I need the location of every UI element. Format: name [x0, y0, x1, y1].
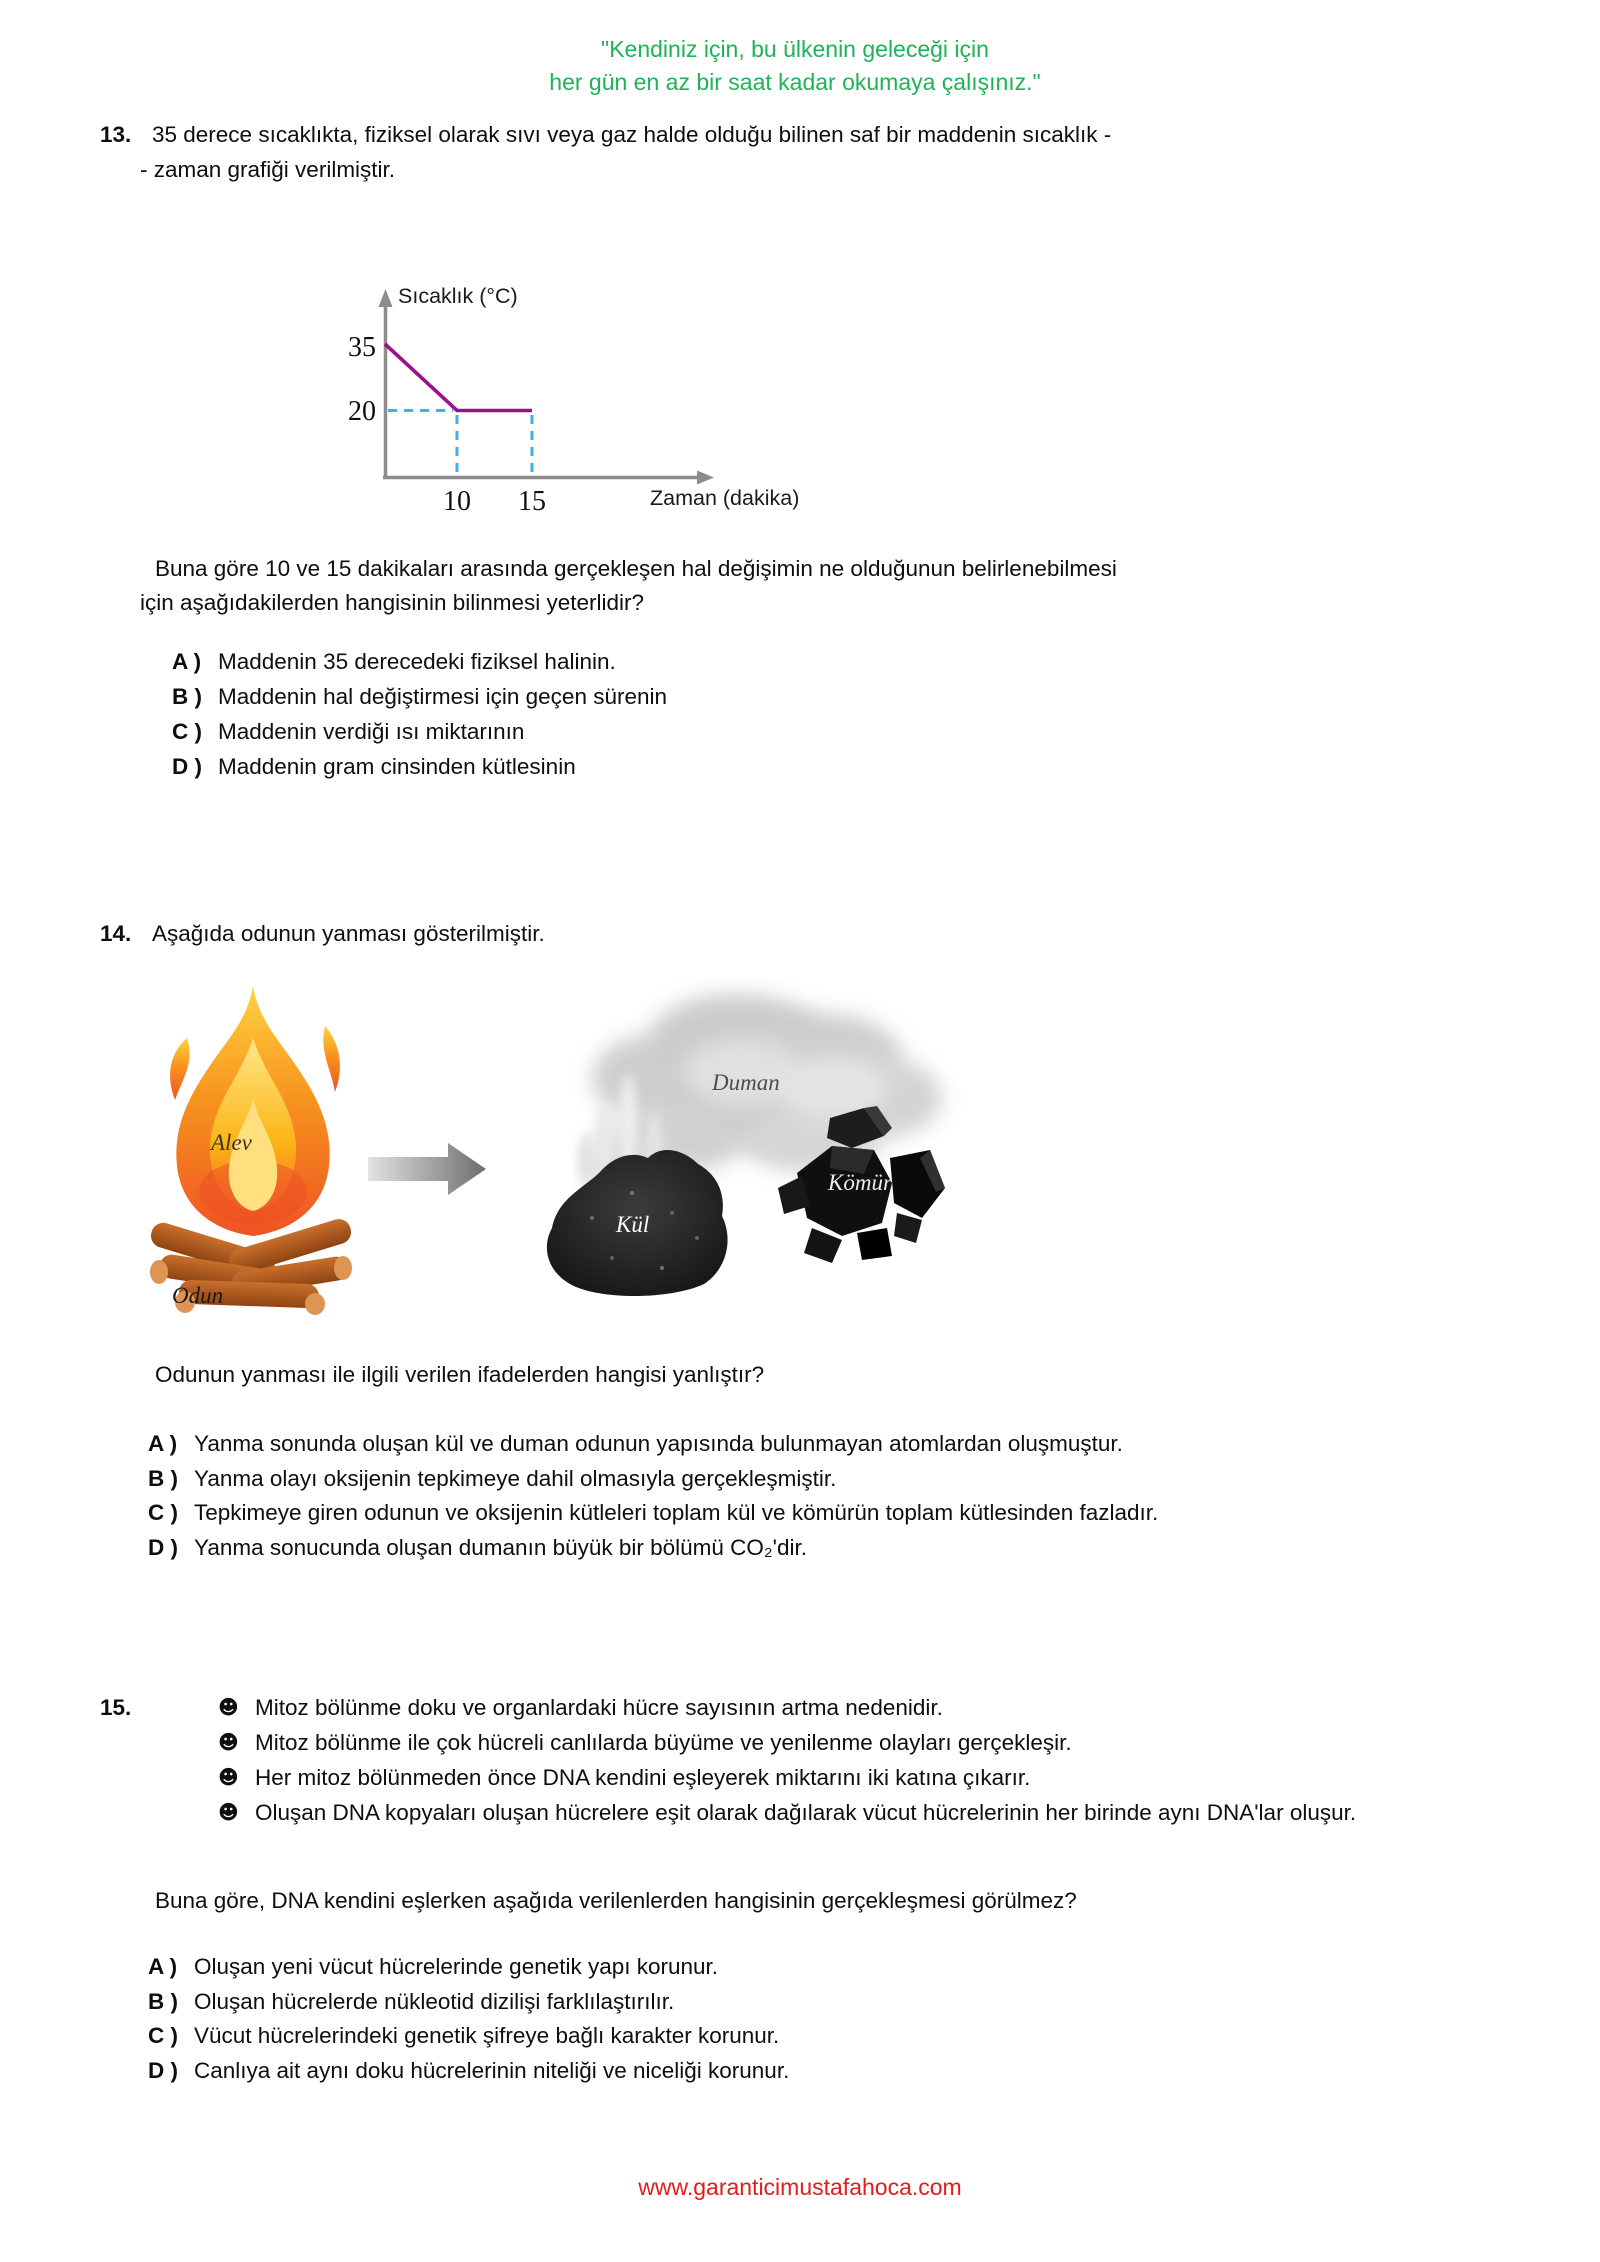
option-text: Yanma sonunda oluşan kül ve duman odunun yapısında bulunmayan atomlardan oluşmuştur.: [194, 1431, 1123, 1456]
option-text: Maddenin hal değiştirmesi için geçen sürenin: [218, 684, 668, 709]
q15-options: [148, 1954, 789, 2093]
option-text: Oluşan yeni vücut hücrelerinde genetik yapı korunur.: [194, 1954, 719, 1979]
option-letter: D ): [148, 2058, 178, 2084]
bullet-text: Her mitoz bölünmeden önce DNA kendini eşleyerek miktarını iki katına çıkarır.: [255, 1765, 1031, 1790]
q14-stem: Aşağıda odunun yanması gösterilmiştir.: [152, 921, 545, 946]
option-letter: A ): [148, 1431, 178, 1456]
transformation-arrow-icon: [368, 1140, 488, 1198]
footer-url: www.garanticimustafahoca.com: [638, 2174, 962, 2200]
bullet-text: Mitoz bölünme ile çok hücreli canlılarda büyüme ve yenilenme olayları gerçekleşir.: [255, 1730, 1072, 1755]
option-letter: B ): [148, 1465, 178, 1491]
option-text: Maddenin verdiği ısı miktarının: [218, 719, 525, 744]
x-axis-label: Zaman (dakika): [650, 486, 800, 510]
q15-option-a: [148, 1954, 789, 1989]
option-letter: C ): [172, 719, 202, 744]
y-axis-arrow-icon: [379, 289, 393, 307]
option-text: Maddenin gram cinsinden kütlesinin: [218, 754, 576, 779]
q15-bullet-3: [218, 1760, 1356, 1795]
q13-option-d: [172, 754, 667, 789]
q13-number: 13.: [100, 122, 132, 147]
option-letter: D ): [172, 754, 202, 779]
option-letter: C ): [148, 1500, 178, 1526]
option-text: Oluşan hücrelerde nükleotid dizilişi farklılaştırılır.: [194, 1988, 675, 2014]
header-quote-line1: "Kendiniz için, bu ülkenin geleceği için: [601, 36, 989, 62]
smiley-bullet-icon: ☻: [218, 1730, 239, 1754]
coal-label: Kömür: [828, 1170, 892, 1195]
option-letter: B ): [148, 1988, 178, 2014]
option-text: Canlıya ait aynı doku hücrelerinin niteliği ve niceliği korunur.: [194, 2058, 790, 2084]
q15-bullets: [218, 1690, 1356, 1830]
q15-bullet-2: [218, 1725, 1356, 1760]
campfire-illustration: [143, 980, 363, 1315]
option-letter: A ): [148, 1954, 178, 1979]
flame-label: Alev: [211, 1130, 252, 1155]
x-tick-10: 10: [443, 486, 471, 517]
q13-option-c: [172, 719, 667, 754]
q15-bullet-1: [218, 1690, 1356, 1725]
q15-number: 15.: [100, 1695, 132, 1720]
q15-bullet-4: [218, 1795, 1356, 1830]
option-text: Vücut hücrelerindeki genetik şifreye bağlı karakter korunur.: [194, 2023, 780, 2049]
q13-question-line2: için aşağıdakilerden hangisinin bilinmesi yeterlidir?: [140, 590, 645, 615]
x-axis-arrow-icon: [697, 471, 714, 485]
q14-option-d: [148, 1535, 1158, 1570]
smoke-label: Duman: [712, 1070, 780, 1095]
temperature-time-graph: [330, 275, 830, 520]
q13-options: [172, 649, 667, 789]
q14-question: Odunun yanması ile ilgili verilen ifadelerden hangisi yanlıştır?: [155, 1362, 765, 1387]
option-letter: C ): [148, 2023, 178, 2049]
q13-question-line1: Buna göre 10 ve 15 dakikaları arasında gerçekleşen hal değişimin ne olduğunun belirlenebilmesi: [155, 556, 1117, 581]
smiley-bullet-icon: ☻: [218, 1800, 239, 1824]
q14-option-a: [148, 1431, 1158, 1466]
q14-options: [148, 1431, 1158, 1570]
q14-number: 14.: [100, 921, 132, 946]
option-letter: B ): [172, 684, 202, 709]
q13-option-b: [172, 684, 667, 719]
ash-label: Kül: [616, 1212, 650, 1237]
smiley-bullet-icon: ☻: [218, 1765, 239, 1789]
wood-label: Odun: [172, 1283, 224, 1308]
header-quote-line2: her gün en az bir saat kadar okumaya çalışınız.": [549, 69, 1041, 95]
q15-option-d: [148, 2058, 789, 2093]
option-text: Tepkimeye giren odunun ve oksijenin kütleleri toplam kül ve kömürün toplam kütlesinden fazladır.: [194, 1500, 1159, 1526]
y-axis-label: Sıcaklık (°C): [398, 284, 518, 308]
temperature-curve: [385, 344, 532, 411]
q13-option-a: [172, 649, 667, 684]
option-letter: A ): [172, 649, 202, 674]
smiley-bullet-icon: ☻: [218, 1695, 239, 1719]
q15-option-c: [148, 2023, 789, 2058]
q13-stem-line2: - zaman grafiği verilmiştir.: [140, 157, 396, 182]
y-tick-35: 35: [348, 332, 376, 363]
y-tick-20: 20: [348, 396, 376, 427]
x-tick-15: 15: [518, 486, 546, 517]
option-text: Maddenin 35 derecedeki fiziksel halinin.: [218, 649, 616, 674]
option-letter: D ): [148, 1535, 178, 1561]
option-text: Yanma sonucunda oluşan dumanın büyük bir bölümü CO₂'dir.: [194, 1535, 807, 1561]
option-text: Yanma olayı oksijenin tepkimeye dahil olmasıyla gerçekleşmiştir.: [194, 1465, 837, 1491]
bullet-text: Oluşan DNA kopyaları oluşan hücrelere eşit olarak dağılarak vücut hücrelerinin her birinde aynı DNA'lar oluşur.: [255, 1800, 1357, 1825]
q14-option-b: [148, 1466, 1158, 1501]
bullet-text: Mitoz bölünme doku ve organlardaki hücre sayısının artma nedenidir.: [255, 1695, 943, 1720]
header-quote: [0, 33, 1590, 99]
q13-stem-line1: 35 derece sıcaklıkta, fiziksel olarak sıvı veya gaz halde olduğu bilinen saf bir maddenin sıcaklık -: [152, 122, 1112, 147]
burn-products-illustration: [512, 978, 990, 1338]
q14-option-c: [148, 1500, 1158, 1535]
q15-question: Buna göre, DNA kendini eşlerken aşağıda verilenlerden hangisinin gerçekleşmesi görülmez?: [155, 1888, 1077, 1913]
q15-option-b: [148, 1989, 789, 2024]
flame-icon: [170, 986, 340, 1236]
